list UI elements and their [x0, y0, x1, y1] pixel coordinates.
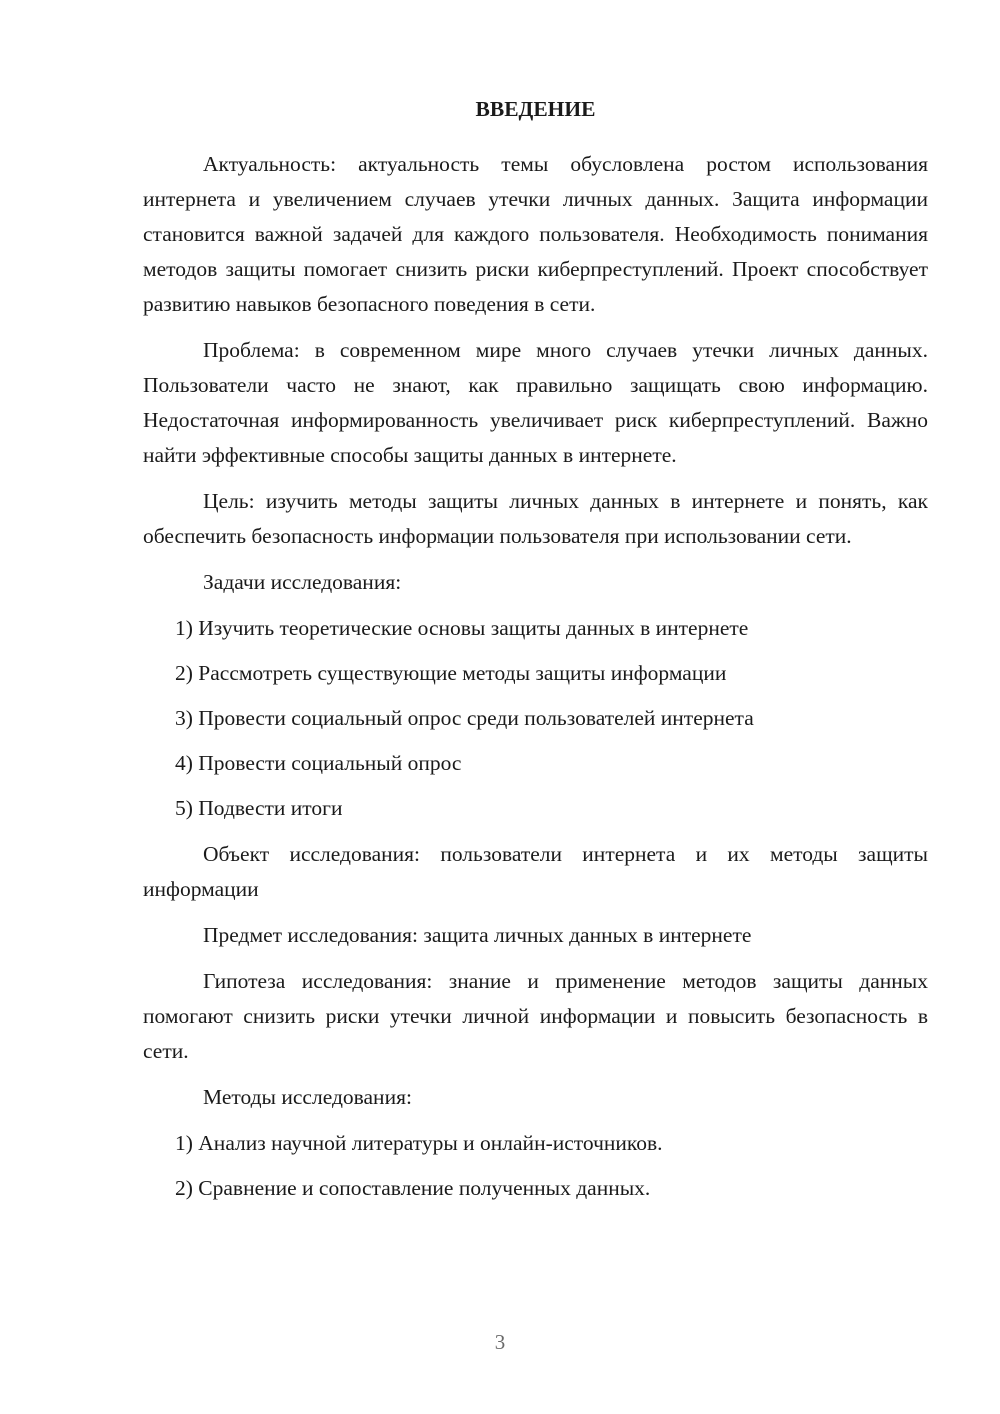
page-title: ВВЕДЕНИЕ [475, 97, 596, 121]
list-item: 2) Рассмотреть существующие методы защиты информации [175, 661, 727, 685]
list-item: 5) Подвести итоги [175, 796, 343, 820]
page-number: 3 [494, 1330, 506, 1354]
list-item: 3) Провести социальный опрос среди пользователей интернета [175, 706, 754, 730]
paragraph-relevance: Актуальность: актуальность темы обусловлена ростом использования интернета и увеличением случаев утечки личных данных. Защита информации становится важной задачей для каждого пользователя. Необходимость понимания методов защиты помогает снизить риски киберпреступлений. Проект способствует развитию навыков безопасного поведения в сети. [143, 152, 928, 316]
methods-list [143, 1126, 928, 1206]
methods-heading: Методы исследования: [203, 1085, 412, 1109]
paragraph-hypothesis: Гипотеза исследования: знание и применение методов защиты данных помогают снизить риски утечки личной информации и повысить безопасность в сети. [143, 969, 928, 1063]
tasks-list [143, 611, 928, 826]
tasks-heading: Задачи исследования: [203, 570, 402, 594]
paragraph-problem: Проблема: в современном мире много случаев утечки личных данных. Пользователи часто не знают, как правильно защищать свою информацию. Недостаточная информированность увеличивает риск киберпреступлений. Важно найти эффективные способы защиты данных в интернете. [143, 338, 928, 467]
document-page [143, 92, 928, 1217]
list-item: 4) Провести социальный опрос [175, 751, 462, 775]
list-item: 1) Анализ научной литературы и онлайн-источников. [175, 1131, 663, 1155]
paragraph-goal: Цель: изучить методы защиты личных данных в интернете и понять, как обеспечить безопасность информации пользователя при использовании сети. [143, 489, 928, 548]
list-item: 2) Сравнение и сопоставление полученных данных. [175, 1176, 651, 1200]
paragraph-subject: Предмет исследования: защита личных данных в интернете [203, 923, 752, 947]
paragraph-object: Объект исследования: пользователи интернета и их методы защиты информации [143, 842, 928, 901]
list-item: 1) Изучить теоретические основы защиты данных в интернете [175, 616, 749, 640]
